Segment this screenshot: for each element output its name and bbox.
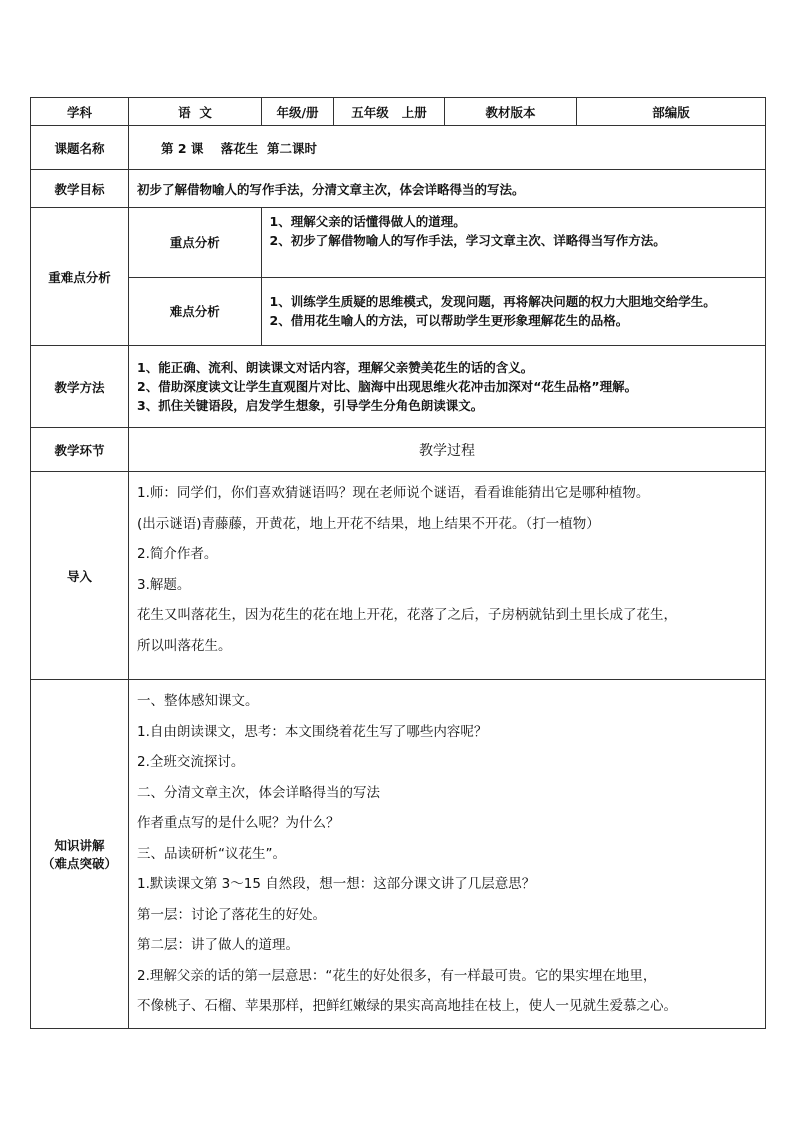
method-item: 1、能正确、流利、朗读课文对话内容，理解父亲赞美花生的话的含义。 [137,360,534,375]
key-analysis-list [261,208,765,277]
key-analysis-label: 重点分析 [129,208,261,277]
knowledge-line: 不像桃子、石榴、苹果那样，把鲜红嫩绿的果实高高地挂在枝上，使人一见就生爱慕之心。 [137,998,677,1014]
difficult-analysis-list [261,277,765,345]
method-item: 3、抓住关键语段，启发学生想象，引导学生分角色朗读课文。 [137,398,484,413]
intro-content [129,472,766,680]
knowledge-content [129,680,766,1029]
knowledge-row [31,680,766,1029]
objectives-value: 初步了解借物喻人的写作手法，分清文章主次，体会详略得当的写法。 [129,170,766,208]
methods-row [31,346,766,428]
knowledge-line: 2.理解父亲的话的第一层意思：“花生的好处很多，有一样最可贵。它的果实埋在地里， [137,967,657,984]
grade-label: 年级/册 [262,98,334,126]
subject-value: 语 文 [129,98,262,126]
stage-header-label: 教学环节 [31,428,129,472]
subject-label: 学科 [31,98,129,126]
knowledge-line: 作者重点写的是什么呢？为什么？ [137,815,340,831]
analysis-label: 重难点分析 [31,208,129,346]
intro-line: 2.简介作者。 [137,546,218,562]
knowledge-line: 1.默读课文第 3～15 自然段，想一想：这部分课文讲了几层意思？ [137,876,536,892]
intro-row [31,472,766,680]
knowledge-label-line2: （难点突破） [41,855,117,871]
knowledge-label-line1: 知识讲解 [54,837,105,853]
method-item: 2、借助深度读文让学生直观图片对比、脑海中出现思维火花冲击加深对“花生品格”理解。 [137,379,638,394]
objectives-label: 教学目标 [31,170,129,208]
intro-line: 3.解题。 [137,576,191,593]
key-item: 2、初步了解借物喻人的写作手法，学习文章主次、详略得当写作方法。 [269,233,666,248]
process-header-label: 教学过程 [129,428,766,472]
header-row [31,98,766,126]
intro-line: (出示谜语)青藤藤，开黄花，地上开花不结果，地上结果不开花。（打一植物） [137,515,600,532]
edition-value: 部编版 [577,98,766,126]
knowledge-label [31,680,129,1029]
lesson-title-label: 课题名称 [31,126,129,170]
edition-label: 教材版本 [445,98,577,126]
knowledge-line: 1.自由朗读课文，思考：本文围绕着花生写了哪些内容呢？ [137,723,488,740]
lesson-title-value: 第 2 课 落花生 第二课时 [129,126,766,170]
methods-label: 教学方法 [31,346,129,428]
analysis-row [31,208,766,346]
knowledge-line: 三、品读研析“议花生”。 [137,845,286,862]
difficult-item: 1、训练学生质疑的思维模式，发现问题，再将解决问题的权力大胆地交给学生。 [269,294,716,310]
intro-line: 1.师：同学们，你们喜欢猜谜语吗？现在老师说个谜语，看看谁能猜出它是哪种植物。 [137,485,650,501]
knowledge-line: 第一层：讨论了落花生的好处。 [137,906,326,923]
difficult-analysis-label: 难点分析 [129,277,261,345]
key-item: 1、理解父亲的话懂得做人的道理。 [269,214,466,229]
lesson-plan-table [30,97,766,1029]
knowledge-line: 一、整体感知课文。 [137,693,259,709]
objectives-row [31,170,766,208]
intro-line: 所以叫落花生。 [137,637,232,654]
intro-line: 花生又叫落花生，因为花生的花在地上开花，花落了之后，子房柄就钻到土里长成了花生， [137,607,677,623]
knowledge-line: 2.全班交流探讨。 [137,754,245,770]
grade-value: 五年级 上册 [334,98,445,126]
difficult-item: 2、借用花生喻人的方法，可以帮助学生更形象理解花生的品格。 [269,313,629,329]
methods-list [129,346,766,428]
intro-label: 导入 [31,472,129,680]
process-header-row [31,428,766,472]
knowledge-line: 第二层：讲了做人的道理。 [137,937,299,953]
lesson-title-row [31,126,766,170]
knowledge-line: 二、分清文章主次，体会详略得当的写法 [137,784,380,801]
analysis-inner-table [129,208,765,345]
